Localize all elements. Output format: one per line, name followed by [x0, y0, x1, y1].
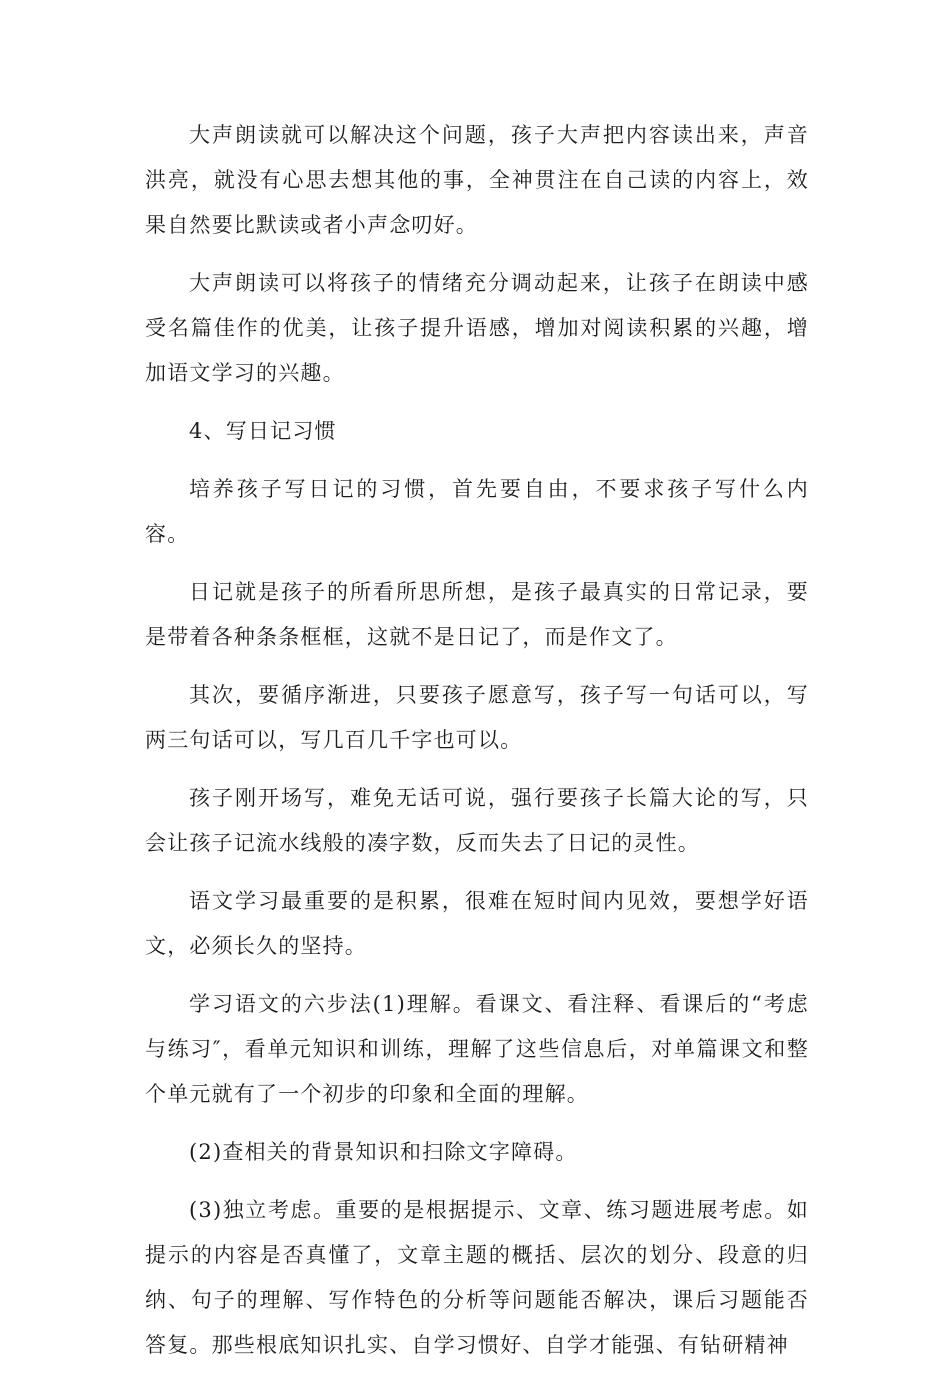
paragraph-step-independent-thinking: (3)独立考虑。重要的是根据提示、文章、练习题进展考虑。如提示的内容是否真懂了，文章主题的概括、层次的划分、段意的归纳、句子的理解、写作特色的分析等问题能否解决，课后习题能否答复。那些根底知识扎实、自学习惯好、自学才能强、有钻研精神: [145, 1198, 809, 1357]
paragraph-step-background: (2)查相关的背景知识和扫除文字障碍。: [189, 1140, 578, 1164]
section-heading-diary-habit: 4、写日记习惯: [189, 419, 337, 443]
paragraph-diary-gradual: 其次，要循序渐进，只要孩子愿意写，孩子写一句话可以，写两三句话可以，写几百几千字也可以。: [145, 683, 809, 752]
paragraph-six-steps-understand: 学习语文的六步法(1)理解。看课文、看注释、看课后的“考虑与练习″，看单元知识和训练，理解了这些信息后，对单篇课文和整个单元就有了一个初步的印象和全面的理解。: [145, 992, 809, 1106]
paragraph-diary-start: 孩子刚开场写，难免无话可说，强行要孩子长篇大论的写，只会让孩子记流水线般的凑字数，反而失去了日记的灵性。: [145, 786, 809, 855]
paragraph-accumulation: 语文学习最重要的是积累，很难在短时间内见效，要想学好语文，必须长久的坚持。: [145, 889, 809, 958]
paragraph-reading-aloud-focus: 大声朗读就可以解决这个问题，孩子大声把内容读出来，声音洪亮，就没有心思去想其他的事，全神贯注在自己读的内容上，效果自然要比默读或者小声念叨好。: [145, 123, 809, 237]
document-body: [145, 113, 809, 1381]
paragraph-diary-definition: 日记就是孩子的所看所思所想，是孩子最真实的日常记录，要是带着各种条条框框，这就不是日记了，而是作文了。: [145, 580, 809, 649]
paragraph-diary-freedom: 培养孩子写日记的习惯，首先要自由，不要求孩子写什么内容。: [145, 477, 809, 546]
paragraph-reading-aloud-emotion: 大声朗读可以将孩子的情绪充分调动起来，让孩子在朗读中感受名篇佳作的优美，让孩子提升语感，增加对阅读积累的兴趣，增加语文学习的兴趣。: [145, 271, 809, 385]
